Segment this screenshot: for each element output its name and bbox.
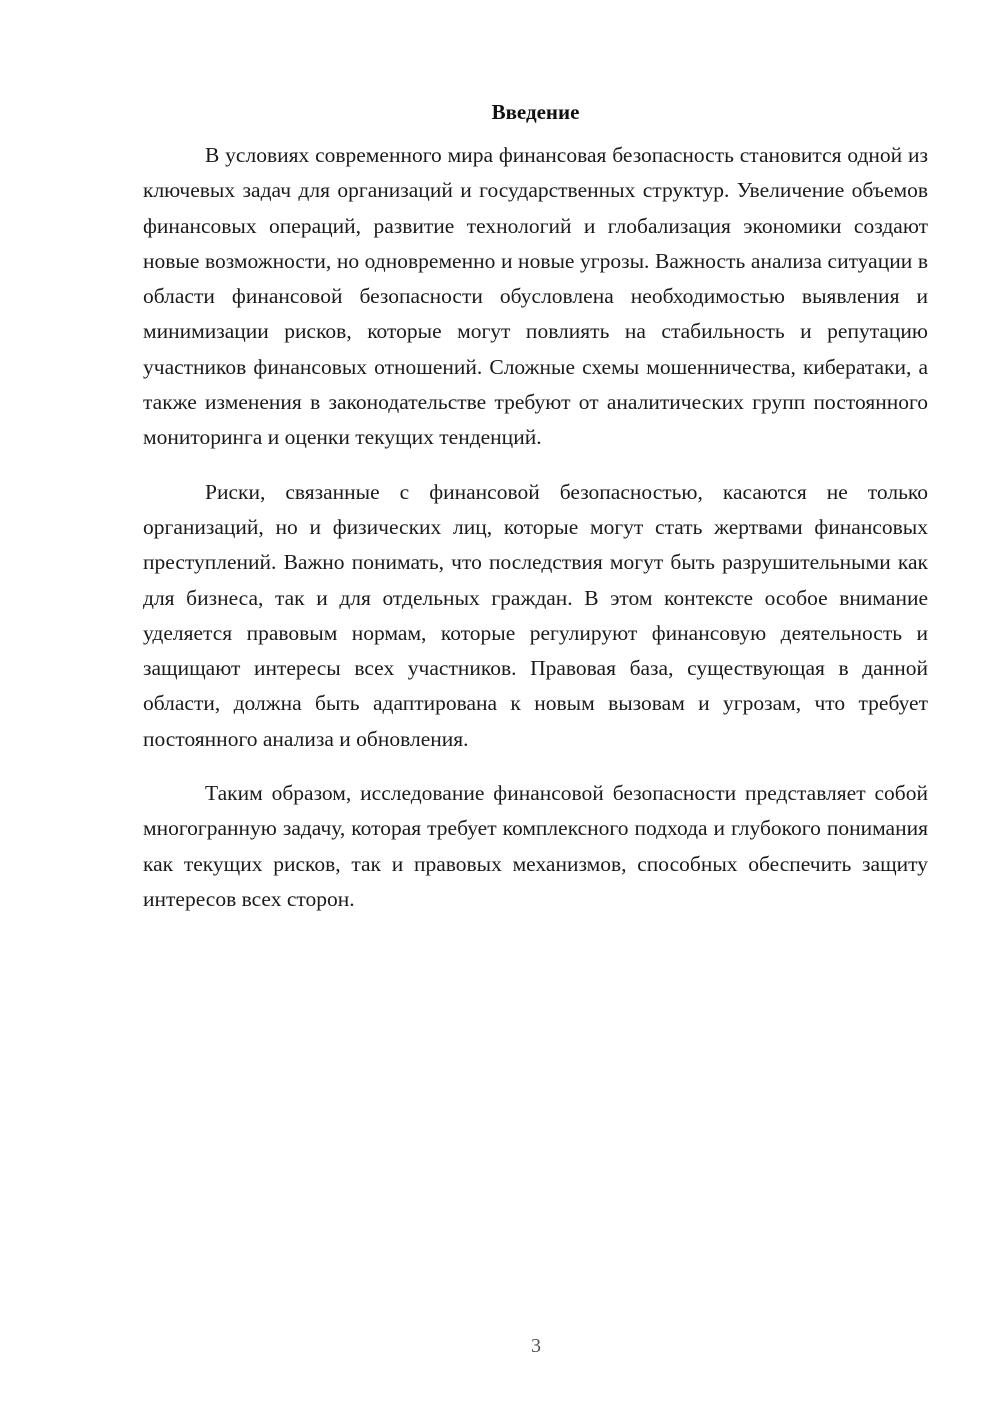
section-title: Введение: [491, 100, 580, 124]
page-content: [143, 98, 928, 917]
paragraph-1: В условиях современного мира финансовая безопасность становится одной из ключевых задач для организаций и государственных структур. Увеличение объемов финансовых операций, развитие технологий и глобализация экономики создают новые возможности, но одновременно и новые угрозы. Важность анализа ситуации в области финансовой безопасности обусловлена необходимостью выявления и минимизации рисков, которые могут повлиять на стабильность и репутацию участников финансовых отношений. Сложные схемы мошенничества, кибератаки, а также изменения в законодательстве требуют от аналитических групп постоянного мониторинга и оценки текущих тенденций.: [143, 143, 928, 450]
paragraph-2: Риски, связанные с финансовой безопасностью, касаются не только организаций, но и физических лиц, которые могут стать жертвами финансовых преступлений. Важно понимать, что последствия могут быть разрушительными как для бизнеса, так и для отдельных граждан. В этом контексте особое внимание уделяется правовым нормам, которые регулируют финансовую деятельность и защищают интересы всех участников. Правовая база, существующая в данной области, должна быть адаптирована к новым вызовам и угрозам, что требует постоянного анализа и обновления.: [143, 479, 928, 751]
paragraph-3: Таким образом, исследование финансовой безопасности представляет собой многогранную задачу, которая требует комплексного подхода и глубокого понимания как текущих рисков, так и правовых механизмов, способных обеспечить защиту интересов всех сторон.: [143, 781, 928, 911]
page-number: 3: [531, 1335, 541, 1357]
